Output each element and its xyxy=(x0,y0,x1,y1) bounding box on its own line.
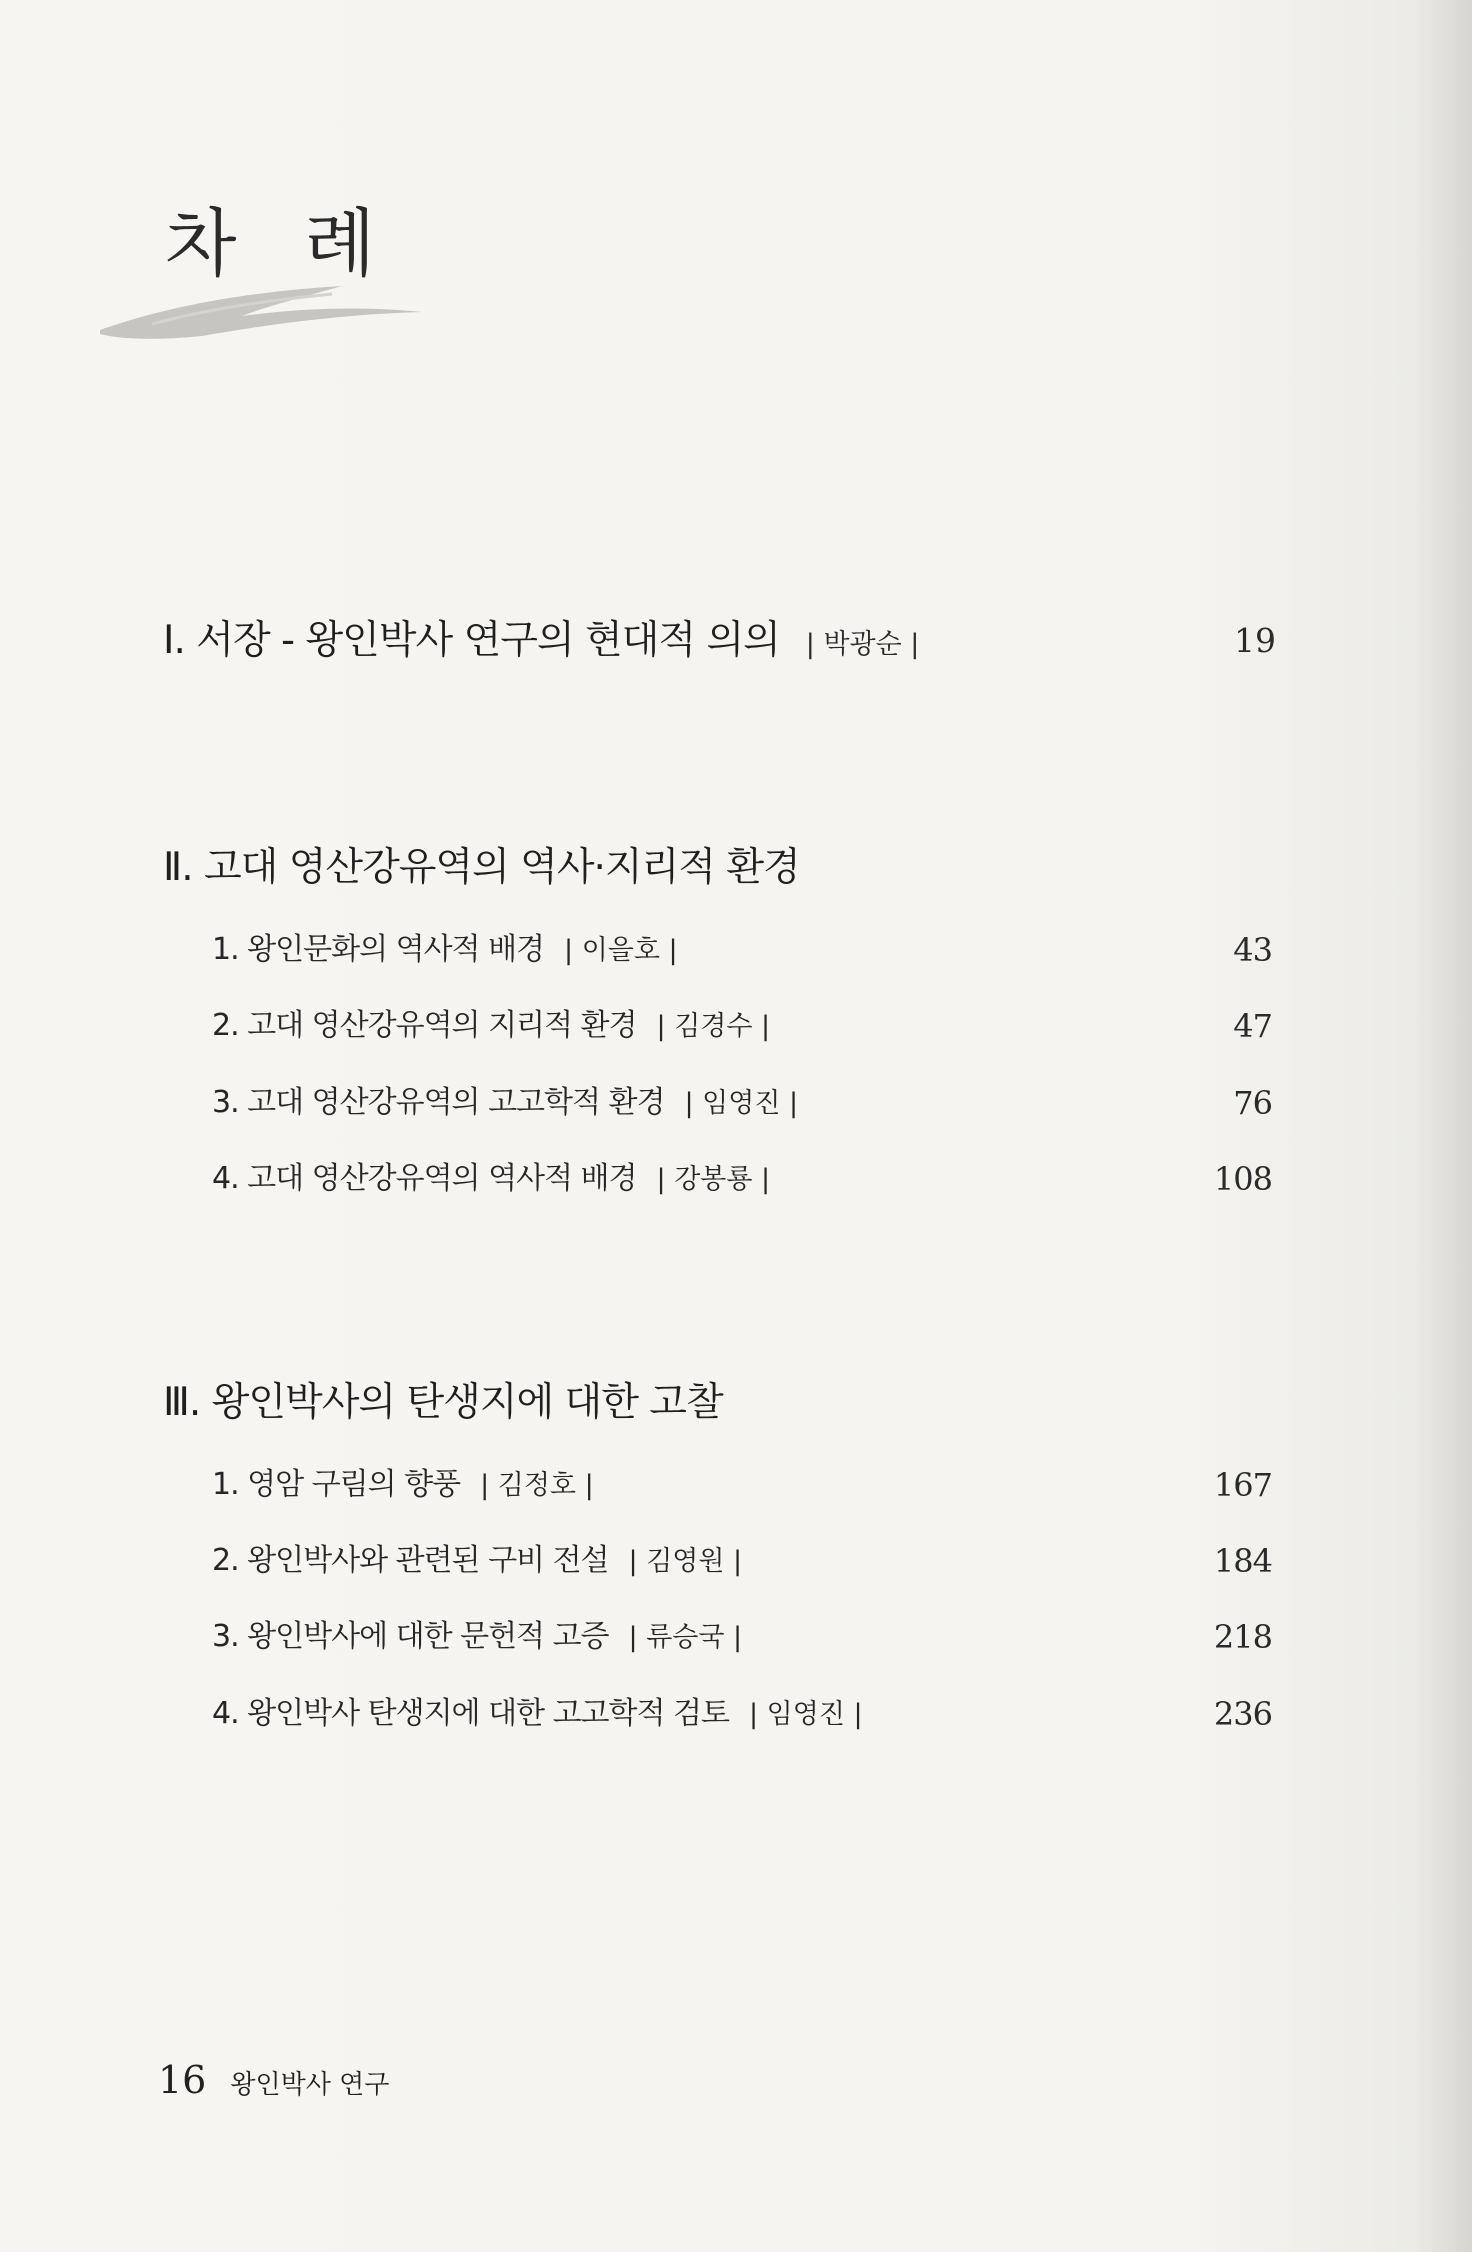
toc-section-1[interactable] xyxy=(0,611,1472,671)
toc-entry-3-3[interactable] xyxy=(0,1612,1472,1662)
entry-title: 4. 왕인박사 탄생지에 대한 고고학적 검토 xyxy=(212,1696,729,1731)
page-footer xyxy=(158,2058,389,2102)
footer-book-title: 왕인박사 연구 xyxy=(230,2070,390,2100)
entry-page-number: 184 xyxy=(1213,1542,1272,1580)
toc-section-3 xyxy=(0,1373,1472,1433)
toc-section-2 xyxy=(0,838,1472,898)
toc-entry-2-4[interactable] xyxy=(0,1154,1472,1204)
section-1-heading xyxy=(163,611,919,675)
section-1-page-number: 19 xyxy=(1234,621,1276,660)
entry-author: | 강봉룡 | xyxy=(656,1164,771,1195)
entry-title: 3. 왕인박사에 대한 문헌적 고증 xyxy=(212,1619,609,1654)
entry-title: 2. 고대 영산강유역의 지리적 환경 xyxy=(212,1008,637,1043)
entry-page-number: 108 xyxy=(1213,1160,1272,1198)
entry-page-number: 167 xyxy=(1213,1466,1272,1504)
entry-author: | 임영진 | xyxy=(684,1088,799,1119)
entry-author: | 이을호 | xyxy=(564,935,678,966)
toc-entry-2-3[interactable] xyxy=(0,1078,1472,1128)
entry-author: | 임영진 | xyxy=(748,1699,863,1730)
entry-title: 1. 왕인문화의 역사적 배경 xyxy=(212,932,545,967)
footer-page-number: 16 xyxy=(158,2058,207,2102)
entry-author: | 류승국 | xyxy=(628,1622,743,1653)
entry-page-number: 43 xyxy=(1233,931,1272,969)
toc-title: 차 례 xyxy=(165,201,398,287)
entry-author: | 김경수 | xyxy=(656,1011,771,1042)
section-1-author: | 박광순 | xyxy=(805,629,920,660)
entry-page-number: 236 xyxy=(1213,1695,1272,1733)
entry-page-number: 76 xyxy=(1233,1084,1272,1122)
toc-entry-3-4[interactable] xyxy=(0,1689,1472,1739)
entry-title: 4. 고대 영산강유역의 역사적 배경 xyxy=(212,1161,637,1196)
toc-entry-3-1[interactable] xyxy=(0,1460,1472,1510)
section-1-title: Ⅰ. 서장 - 왕인박사 연구의 현대적 의의 xyxy=(163,618,780,663)
section-2-title: Ⅱ. 고대 영산강유역의 역사·지리적 환경 xyxy=(163,845,800,890)
toc-entry-2-1[interactable] xyxy=(0,925,1472,975)
entry-title: 1. 영암 구림의 향풍 xyxy=(212,1467,461,1502)
entry-title: 3. 고대 영산강유역의 고고학적 환경 xyxy=(212,1085,665,1120)
entry-page-number: 47 xyxy=(1233,1007,1272,1045)
entry-page-number: 218 xyxy=(1213,1618,1272,1656)
entry-title: 2. 왕인박사와 관련된 구비 전설 xyxy=(212,1543,609,1578)
brush-stroke-decoration xyxy=(92,278,432,348)
entry-author: | 김정호 | xyxy=(480,1470,594,1501)
toc-entry-3-2[interactable] xyxy=(0,1536,1472,1586)
toc-entry-2-2[interactable] xyxy=(0,1001,1472,1051)
entry-author: | 김영원 | xyxy=(628,1546,743,1577)
page-edge-shadow xyxy=(1412,0,1472,2252)
section-3-title: Ⅲ. 왕인박사의 탄생지에 대한 고찰 xyxy=(163,1380,723,1425)
